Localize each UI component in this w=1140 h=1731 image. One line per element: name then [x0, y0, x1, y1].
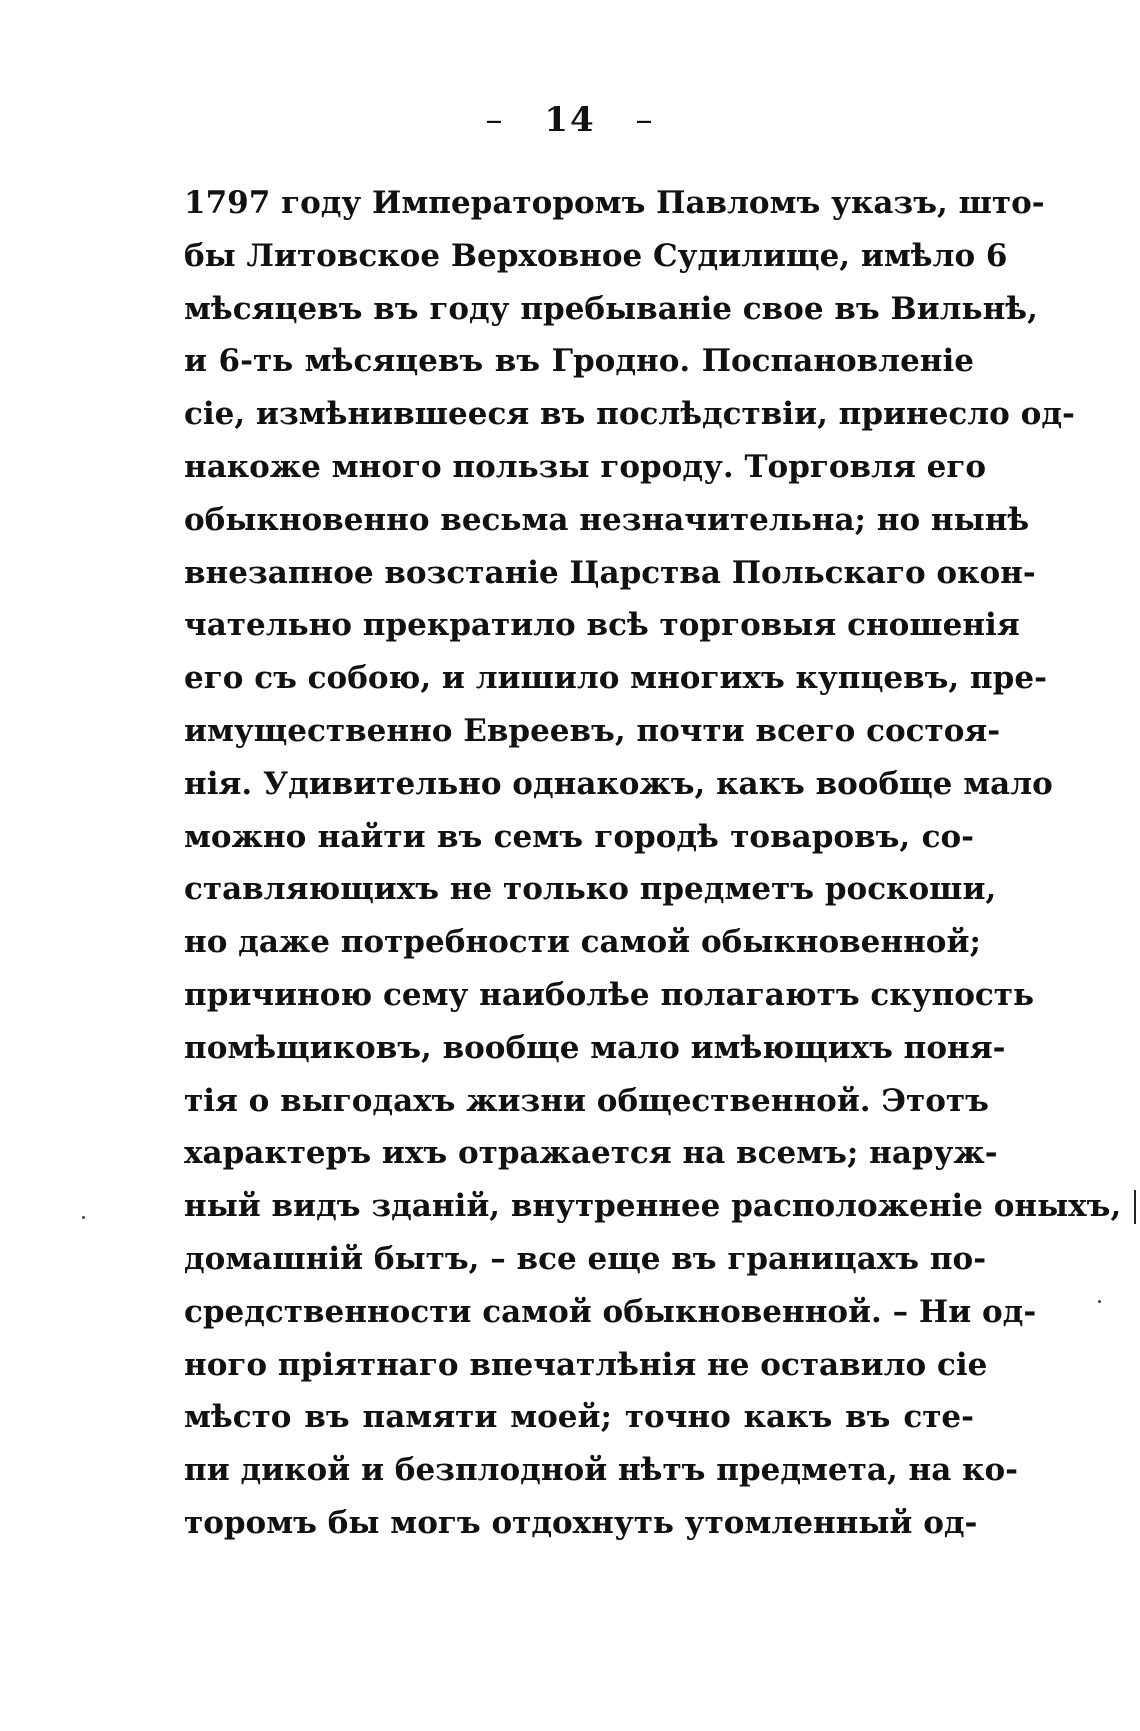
text-line: чательно прекратило всѣ торговыя сношенiя	[184, 607, 1020, 644]
text-line: ставляющихъ не только предметъ роскоши,	[184, 871, 997, 908]
text-line: тiя о выгодахъ жизни общественной. Этотъ	[184, 1082, 989, 1119]
scan-speck	[82, 1216, 85, 1219]
text-line: торомъ бы могъ отдохнуть утомленный од-	[184, 1504, 978, 1541]
text-line: нiя. Удивительно однакожъ, какъ вообще мало	[184, 765, 1053, 802]
text-line: сiе, измѣнившееся въ послѣдствiи, принесло од-	[184, 396, 1075, 433]
text-line: но даже потребности самой обыкновенной;	[184, 924, 981, 961]
page-number-dash-right: –	[635, 100, 655, 140]
text-line: внезапное возстанiе Царства Польскаго окон-	[184, 554, 1036, 591]
text-line: средственности самой обыкновенной. – Ни од-	[184, 1293, 1037, 1330]
text-line: обыкновенно весьма незначительна; но нынѣ	[184, 501, 1030, 538]
text-line: ного прiятнаго впечатлѣнiя не оставило сiе	[184, 1346, 988, 1383]
scan-speck	[1098, 1300, 1101, 1303]
text-line: можно найти въ семъ городѣ товаровъ, со-	[184, 818, 974, 855]
text-line: имущественно Евреевъ, почти всего состоя-	[184, 712, 1001, 749]
scan-edge-mark	[1134, 1190, 1136, 1224]
page-number-dash-left: –	[485, 100, 505, 140]
text-line: мѣсто въ памяти моей; точно какъ въ сте-	[184, 1399, 974, 1436]
text-line: мѣсяцевъ въ году пребыванiе свое въ Вильнѣ,	[184, 290, 1038, 327]
text-line: и 6-ть мѣсяцевъ въ Гродно. Поспановленiе	[184, 343, 974, 380]
text-line: 1797 году Императоромъ Павломъ указъ, што-	[184, 185, 1045, 221]
text-line: его съ собою, и лишило многихъ купцевъ, пре-	[184, 660, 1047, 697]
page-number-header	[0, 100, 1140, 140]
body-text	[184, 177, 1122, 1550]
text-line: домашнiй бытъ, – все еще въ границахъ по-	[184, 1240, 987, 1277]
text-line: характеръ ихъ отражается на всемъ; наруж-	[184, 1135, 998, 1172]
text-line: накоже много пользы городу. Торговля его	[184, 448, 987, 485]
text-line: помѣщиковъ, вообще мало имѣющихъ поня-	[184, 1029, 1006, 1066]
text-line: бы Литовское Верховное Судилище, имѣло 6	[184, 237, 1008, 274]
text-line: ный видъ зданiй, внутреннее расположенiе оныхъ,	[184, 1188, 1122, 1225]
text-line: пи дикой и безплодной нѣтъ предмета, на ко-	[184, 1452, 1019, 1489]
page-number: 14	[544, 100, 596, 140]
text-line: причиною сему наиболѣе полагаютъ скупость	[184, 976, 1035, 1013]
